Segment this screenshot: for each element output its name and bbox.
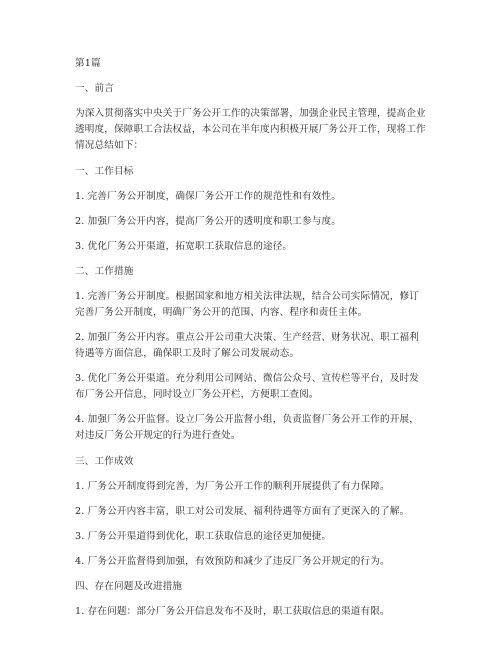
list-item: 1. 完善厂务公开制度，确保厂务公开工作的规范性和有效性。 (75, 191, 341, 202)
section-heading-measures: 二、工作措施 (75, 266, 134, 277)
list-item: 1. 存在问题：部分厂务公开信息发布不及时，职工获取信息的渠道有限。 (75, 606, 390, 617)
list-item: 2. 加强厂务公开内容。重点公开公司重大决策、生产经营、财务状况、职工福利 (75, 332, 419, 343)
paragraph-line: 透明度，保障职工合法权益，本公司在半年度内积极开展厂务公开工作，现将工作 (75, 124, 426, 135)
list-item: 待遇等方面信息，确保职工及时了解公司发展动态。 (75, 348, 300, 359)
paragraph-line: 情况总结如下： (75, 140, 144, 151)
list-item: 2. 加强厂务公开内容，提高厂务公开的透明度和职工参与度。 (75, 216, 341, 227)
paragraph-line: 为深入贯彻落实中央关于厂务公开工作的决策部署，加强企业民主管理，提高企业 (75, 108, 426, 119)
list-item: 2. 厂务公开内容丰富，职工对公司发展、福利待遇等方面有了更深入的了解。 (75, 506, 410, 517)
list-item: 对违反厂务公开规定的行为进行查处。 (75, 430, 241, 441)
list-item: 4. 加强厂务公开监督。设立厂务公开监督小组，负责监督厂务公开工作的开展， (75, 414, 419, 425)
list-item: 3. 优化厂务公开渠道，拓宽职工获取信息的途径。 (75, 241, 293, 252)
section-heading-goals: 一、工作目标 (75, 166, 134, 177)
list-item: 4. 厂务公开监督得到加强，有效预防和减少了违反厂务公开规定的行为。 (75, 556, 390, 567)
list-item: 1. 完善厂务公开制度。根据国家和地方相关法律法规，结合公司实际情况，修订 (75, 291, 419, 302)
page-title: 第1篇 (75, 58, 101, 69)
list-item: 3. 优化厂务公开渠道。充分利用公司网站、微信公众号、宣传栏等平台，及时发 (75, 373, 419, 384)
section-heading-issues: 四、存在问题及改进措施 (75, 581, 183, 592)
section-heading-results: 三、工作成效 (75, 456, 134, 467)
list-item: 3. 厂务公开渠道得到优化，职工获取信息的途径更加便捷。 (75, 531, 332, 542)
list-item: 布厂务公开信息，同时设立厂务公开栏，方便职工查阅。 (75, 389, 319, 400)
list-item: 1. 厂务公开制度得到完善，为厂务公开工作的顺利开展提供了有力保障。 (75, 481, 390, 492)
list-item: 完善厂务公开制度，明确厂务公开的范围、内容、程序和责任主体。 (75, 307, 368, 318)
section-heading-preface: 一、前言 (75, 83, 114, 94)
